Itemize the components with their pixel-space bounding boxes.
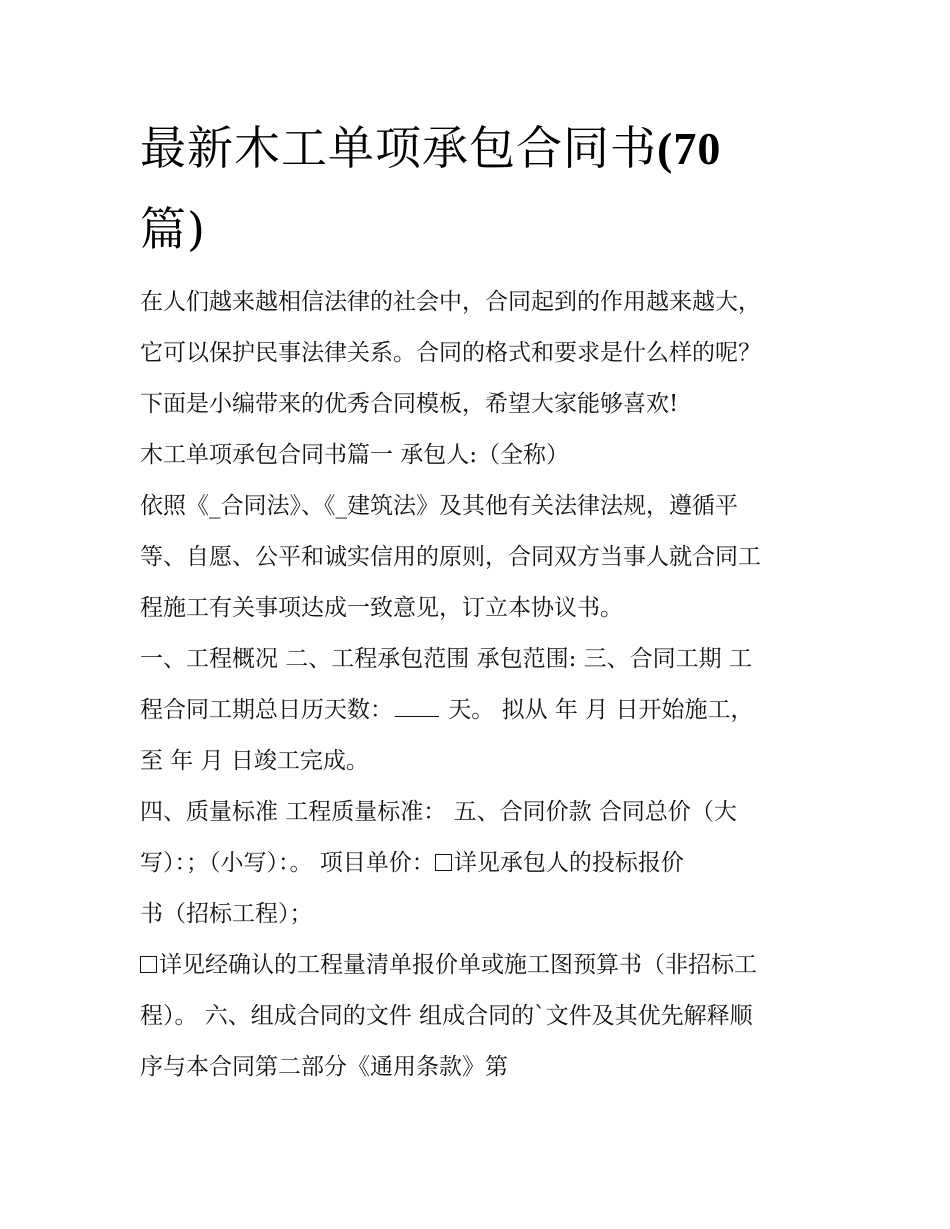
body-line: 序与本合同第二部分《通用条款》第 <box>140 1054 508 1080</box>
body-line: 程）。 六、组成合同的文件 组成合同的`文件及其优先解释顺 <box>140 1003 753 1029</box>
checkbox-icon <box>140 956 157 973</box>
title-line-1: 最新木工单项承包合同书 <box>140 121 657 175</box>
title-line-2: 篇) <box>140 202 206 256</box>
document-body <box>140 277 820 1093</box>
body-line: 程施工有关事项达成一致意见，订立本协议书。 <box>140 595 623 621</box>
body-text: 天。 拟从 年 月 日开始施工， <box>441 697 754 723</box>
body-line: 下面是小编带来的优秀合同模板，希望大家能够喜欢! <box>140 391 679 417</box>
body-line: 一、工程概况 二、工程承包范围 承包范围: 三、合同工期 工 <box>140 646 752 672</box>
body-line: 至 年 月 日竣工完成。 <box>140 748 369 774</box>
body-line <box>140 685 820 736</box>
body-line: 依照《_合同法》、《_建筑法》及其他有关法律法规，遵循平 <box>140 493 738 519</box>
body-text: 写）：；（小写）：。 项目单价： <box>140 850 435 876</box>
body-text: 程合同工期总日历天数： <box>140 697 393 723</box>
body-line: 木工单项承包合同书篇一 承包人:（全称） <box>140 442 570 468</box>
body-line: 在人们越来越相信法律的社会中，合同起到的作用越来越大， <box>140 289 761 315</box>
fill-in-blank <box>395 696 439 717</box>
body-line: 它可以保护民事法律关系。合同的格式和要求是什么样的呢？ <box>140 340 761 366</box>
body-line: 书（招标工程）； <box>140 901 313 927</box>
checkbox-icon <box>435 854 452 871</box>
body-line <box>140 838 820 889</box>
body-line <box>140 940 820 991</box>
body-text: 详见经确认的工程量清单报价单或施工图预算书（非招标工 <box>159 952 757 978</box>
body-line: 等、自愿、公平和诚实信用的原则，合同双方当事人就合同工 <box>140 544 761 570</box>
body-line: 四、质量标准 工程质量标准： 五、合同价款 合同总价（大 <box>140 799 737 825</box>
body-text: 详见承包人的投标报价 <box>453 850 684 876</box>
title-count: (70 <box>657 123 722 174</box>
document-title <box>140 108 820 269</box>
